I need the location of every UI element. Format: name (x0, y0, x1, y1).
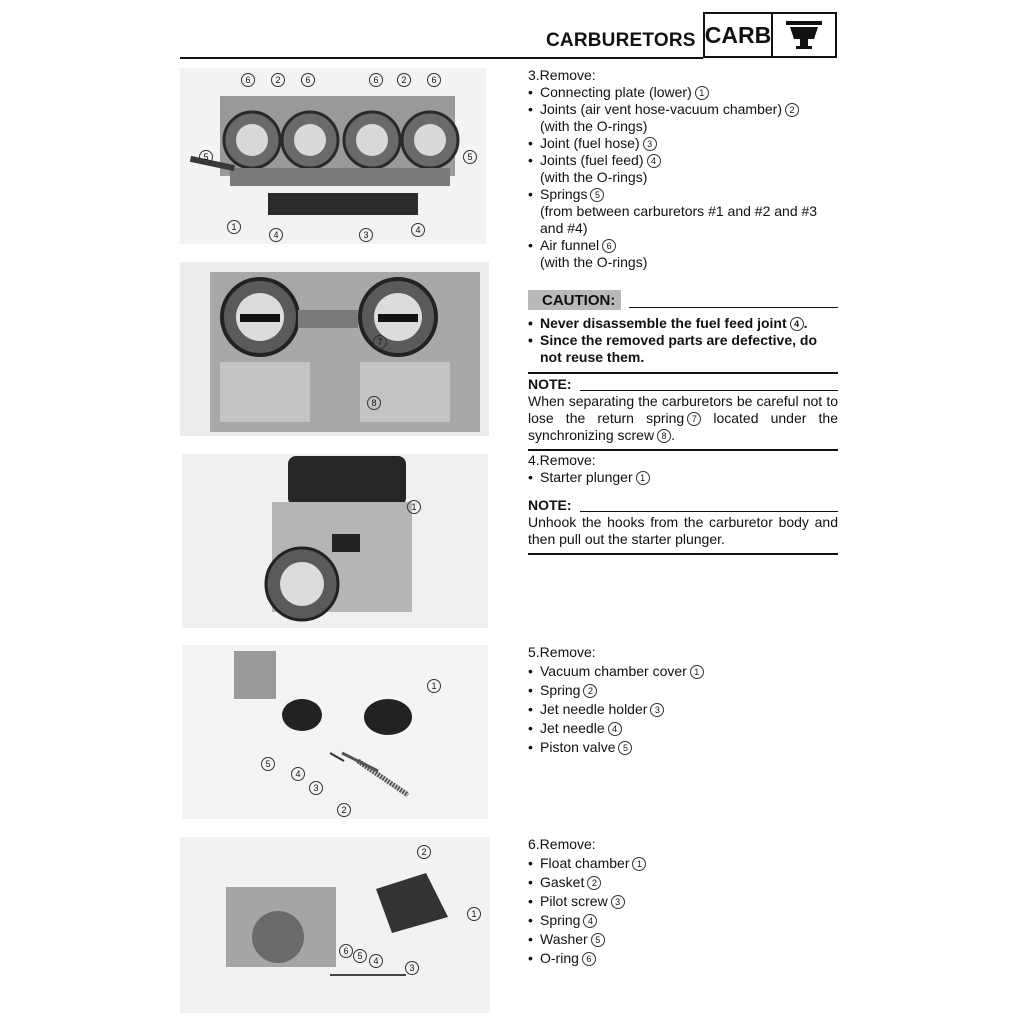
note-text: When separating the carburetors be careful not to lose the return spring 7 located under the synchronizing screw 8 . (528, 393, 838, 443)
photo-carburetor-pair (180, 262, 489, 436)
step-heading: 5.Remove: (528, 644, 596, 660)
step-3-block (528, 67, 838, 271)
step-6-block (528, 835, 838, 968)
caution-item: • Since the removed parts are defective, do not reuse them. (528, 332, 838, 366)
callout-1: 1 (427, 679, 441, 693)
list-item: • Starter plunger 1 (528, 469, 838, 486)
list-item: • Gasket 2 (528, 873, 838, 892)
callout-4: 4 (291, 767, 305, 781)
list-item-continuation: (with the O-rings) (540, 169, 648, 185)
note-end-rule (528, 553, 838, 555)
step-heading: 3.Remove: (528, 67, 596, 83)
note-label: NOTE: (528, 376, 572, 392)
page-title: CARBURETORS (546, 30, 696, 51)
callout-6: 6 (301, 73, 315, 87)
note-end-rule (528, 449, 838, 451)
note-label: NOTE: (528, 497, 572, 513)
section-code-badge: CARB (703, 12, 773, 58)
list-item: • Air funnel 6 (528, 237, 838, 254)
callout-6: 6 (339, 944, 353, 958)
caution-item: • Never disassemble the fuel feed joint 4 . (528, 315, 838, 332)
list-item: • Joints (air vent hose-vacuum chamber) 2 (528, 101, 838, 118)
callout-4: 4 (269, 228, 283, 242)
callout-2: 2 (337, 803, 351, 817)
list-item: • Connecting plate (lower) 1 (528, 84, 838, 101)
photo-starter-plunger (182, 454, 488, 628)
callout-8: 8 (367, 396, 381, 410)
callout-2: 2 (271, 73, 285, 87)
list-item: • Float chamber 1 (528, 854, 838, 873)
caution-end-rule (528, 372, 838, 374)
list-item: • Joints (fuel feed) 4 (528, 152, 838, 169)
note-rule (580, 390, 838, 391)
caution-block (528, 284, 838, 374)
carburetor-icon (771, 12, 837, 58)
callout-6: 6 (427, 73, 441, 87)
photo-carburetor-bank (180, 68, 486, 244)
note-text: Unhook the hooks from the carburetor body and then pull out the starter plunger. (528, 514, 838, 547)
note-rule (580, 511, 838, 512)
list-item: • Piston valve 5 (528, 738, 838, 757)
callout-7: 7 (373, 335, 387, 349)
list-item-continuation: (with the O-rings) (540, 254, 648, 270)
list-item: • Jet needle holder 3 (528, 700, 838, 719)
list-item: • O-ring 6 (528, 949, 838, 968)
callout-1: 1 (407, 500, 421, 514)
callout-3: 3 (309, 781, 323, 795)
callout-6: 6 (241, 73, 255, 87)
list-item: • Springs 5 (528, 186, 838, 203)
step-5-block (528, 643, 838, 757)
callout-2: 2 (397, 73, 411, 87)
list-item: • Spring 4 (528, 911, 838, 930)
list-item-continuation: (with the O-rings) (540, 118, 648, 134)
list-item: • Vacuum chamber cover 1 (528, 662, 838, 681)
list-item-continuation: (from between carburetors #1 and #2 and #3 and #4) (540, 203, 818, 236)
callout-2: 2 (417, 845, 431, 859)
callout-5: 5 (463, 150, 477, 164)
callout-4: 4 (411, 223, 425, 237)
list-item: • Pilot screw 3 (528, 892, 838, 911)
caution-rule (629, 307, 838, 308)
step-heading: 6.Remove: (528, 836, 596, 852)
list-item: • Joint (fuel hose) 3 (528, 135, 838, 152)
list-item: • Spring 2 (528, 681, 838, 700)
list-item: • Washer 5 (528, 930, 838, 949)
callout-5: 5 (261, 757, 275, 771)
photo-float-chamber-parts (180, 837, 490, 1013)
step-4-block (528, 452, 838, 486)
callout-5: 5 (199, 150, 213, 164)
callout-6: 6 (369, 73, 383, 87)
callout-3: 3 (359, 228, 373, 242)
header-rule (180, 57, 703, 59)
note-1-block (528, 376, 838, 451)
photo-vacuum-chamber-parts (182, 645, 488, 819)
callout-1: 1 (467, 907, 481, 921)
callout-4: 4 (369, 954, 383, 968)
callout-5: 5 (353, 949, 367, 963)
step-heading: 4.Remove: (528, 452, 596, 468)
callout-3: 3 (405, 961, 419, 975)
callout-1: 1 (227, 220, 241, 234)
list-item: • Jet needle 4 (528, 719, 838, 738)
note-2-block (528, 497, 838, 555)
caution-label: CAUTION: (528, 290, 621, 310)
